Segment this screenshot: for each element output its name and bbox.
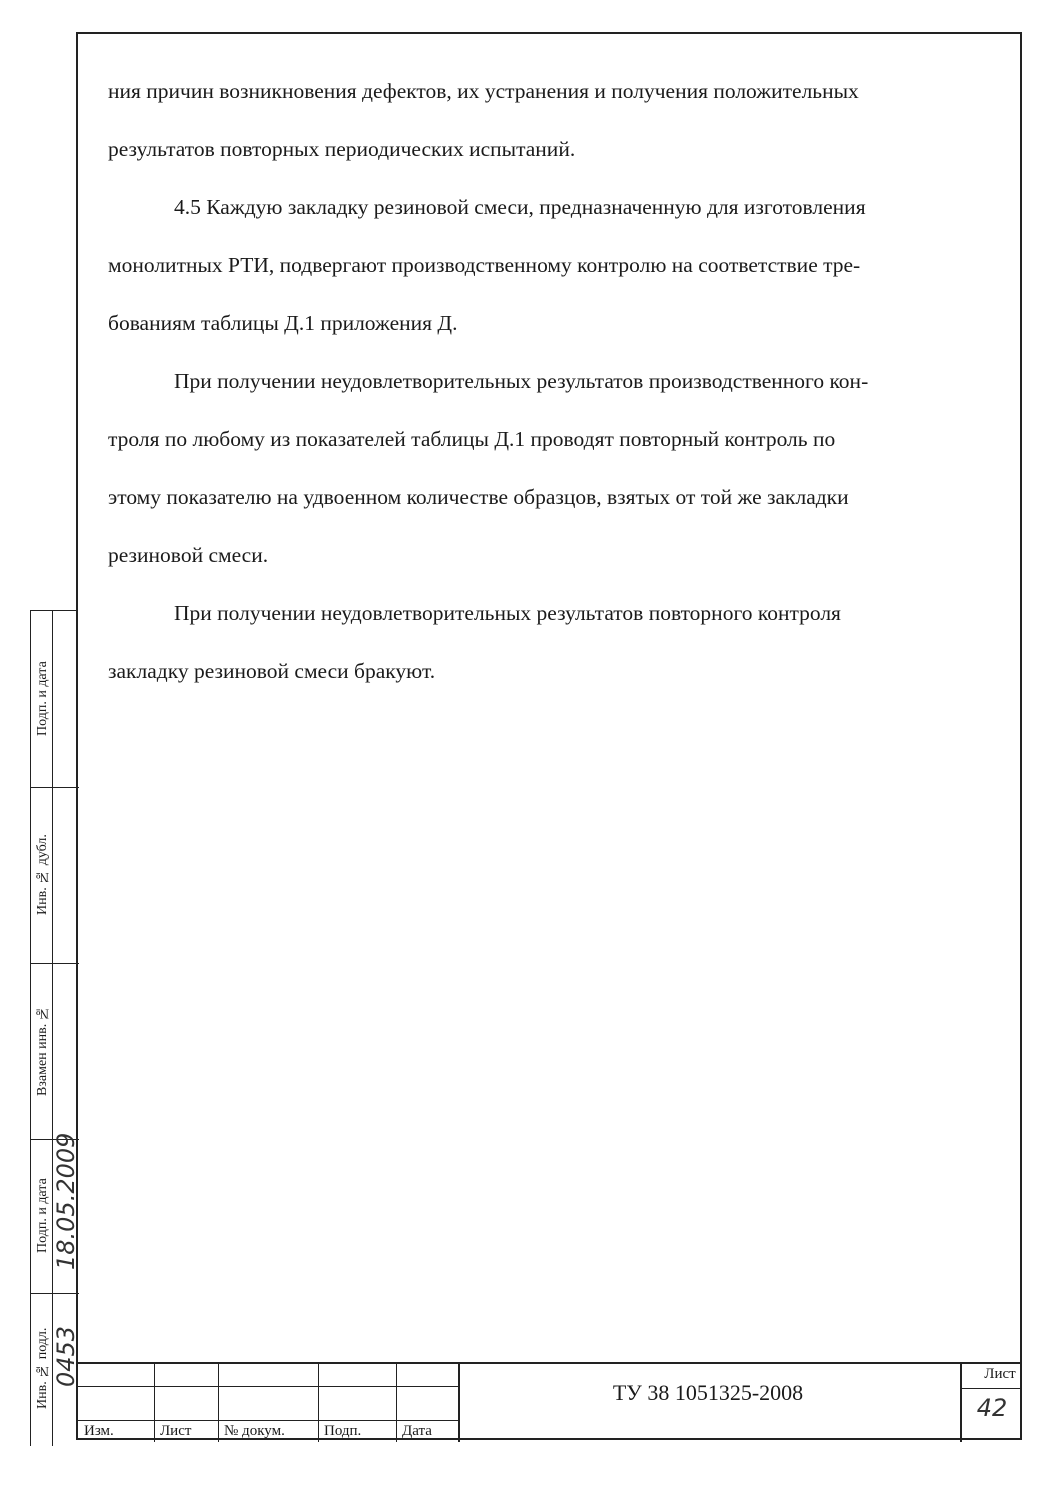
text-line: бованиям таблицы Д.1 приложения Д.	[108, 311, 458, 335]
sheet-cell-divider	[960, 1388, 1022, 1389]
paragraph-2	[108, 178, 988, 352]
document-body	[108, 62, 988, 700]
title-block-row	[78, 1420, 458, 1421]
title-block-col	[318, 1364, 319, 1442]
text-line: резиновой смеси.	[108, 543, 269, 567]
col-label-sign: Подп.	[324, 1423, 362, 1439]
label-dup-inv: Инв. № дубл.	[35, 834, 50, 916]
side-stamp	[30, 610, 78, 1446]
title-block	[78, 1362, 1022, 1442]
sheet-label: Лист	[984, 1366, 1016, 1382]
text-line: результатов повторных периодических испытаний.	[108, 137, 576, 161]
col-label-date: Дата	[402, 1423, 432, 1439]
handwritten-inventory: 0453	[52, 1325, 80, 1387]
col-label-doc: № докум.	[224, 1423, 285, 1439]
title-block-col	[396, 1364, 397, 1442]
text-line: При получении неудовлетворительных результатов повторного контроля	[174, 601, 841, 625]
text-line: При получении неудовлетворительных результатов производственного кон-	[174, 369, 869, 393]
document-code: ТУ 38 1051325-2008	[612, 1380, 804, 1405]
title-block-col	[218, 1364, 219, 1442]
handwritten-date: 18.05.2009	[52, 1132, 80, 1270]
col-label-change: Изм.	[84, 1423, 114, 1439]
title-block-col	[154, 1364, 155, 1442]
label-orig-inv: Инв. № подл.	[35, 1327, 50, 1409]
paragraph-3	[108, 352, 988, 584]
text-line: закладку резиновой смеси бракуют.	[108, 659, 436, 683]
paragraph-1	[108, 62, 988, 178]
col-label-sheet: Лист	[160, 1423, 192, 1439]
label-replace-inv: Взамен инв. №	[35, 1005, 50, 1097]
text-line: ния причин возникновения дефектов, их устранения и получения положительных	[108, 79, 859, 103]
sheet-number: 42	[976, 1394, 1008, 1422]
text-line: монолитных РТИ, подвергают производственному контролю на соответствие тре-	[108, 253, 861, 277]
label-sign-date: Подп. и дата	[35, 661, 50, 737]
paragraph-4	[108, 584, 988, 700]
text-line: троля по любому из показателей таблицы Д.1 проводят повторный контроль по	[108, 427, 836, 451]
text-line: этому показателю на удвоенном количестве образцов, взятых от той же закладки	[108, 485, 849, 509]
text-line: 4.5 Каждую закладку резиновой смеси, предназначенную для изготовления	[174, 195, 866, 219]
label-sign-date-2: Подп. и дата	[35, 1178, 50, 1254]
title-block-row	[78, 1386, 458, 1387]
